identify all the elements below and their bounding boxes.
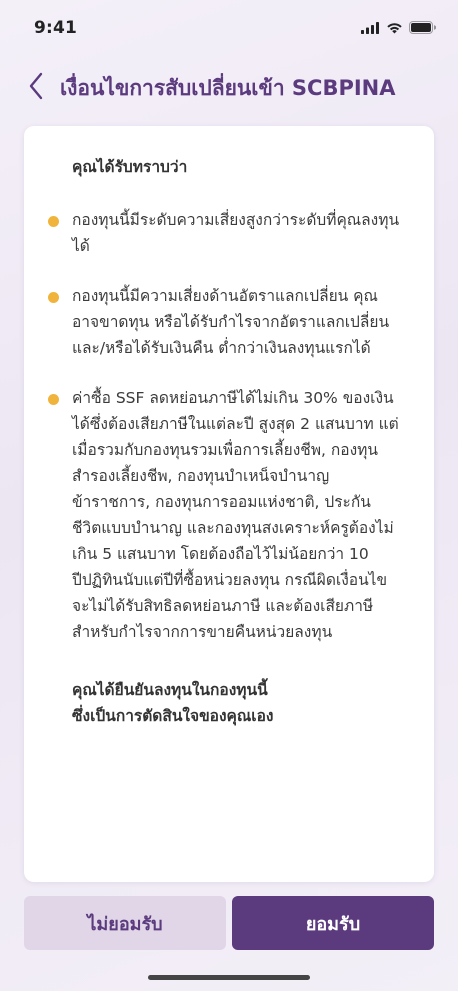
cellular-signal-icon (361, 19, 380, 38)
bullet-text: กองทุนนี้มีความเสี่ยงด้านอัตราแลกเปลี่ยน คุณอาจขาดทุน หรือได้รับกำไรจากอัตราแลกเปลี่ยน และ/หรือได้รับเงินคืน ต่ำกว่าเงินลงทุนแรกได้ (72, 287, 390, 357)
confirmation-text (72, 677, 400, 729)
confirmation-line: คุณได้ยืนยันลงทุนในกองทุนนี้ (72, 681, 268, 699)
intro-text: คุณได้รับทราบว่า (72, 158, 188, 176)
wifi-icon (386, 19, 403, 38)
chevron-left-icon (28, 72, 44, 104)
header (0, 60, 458, 116)
status-icons (361, 19, 436, 38)
bullet-dot (48, 292, 59, 303)
bullet-text: ค่าซื้อ SSF ลดหย่อนภาษีได้ไม่เกิน 30% ของเงินได้ซึ่งต้องเสียภาษีในแต่ละปี สูงสุด 2 แสนบาท แต่เมื่อรวมกับกองทุนรวมเพื่อการเลี้ยงชีพ, กองทุนสำรองเลี้ยงชีพ, กองทุนบำเหน็จบำนาญข้าราชการ, กองทุนการออมแห่งชาติ, ประกันชีวิตแบบบำนาญ และกองทุนสงเคราะห์ครูต้องไม่เกิน 5 แสนบาท โดยต้องถือไว้ไม่น้อยกว่า 10 ปีปฏิทินนับแต่ปีที่ซื้อหน่วยลงทุน กรณีผิดเงื่อนไข จะไม่ได้รับสิทธิลดหย่อนภาษี และต้องเสียภาษีสำหรับกำไรจากการขายคืนหน่วยลงทุน (72, 389, 399, 641)
home-indicator (148, 975, 310, 980)
confirmation-line: ซึ่งเป็นการตัดสินใจของคุณเอง (72, 707, 274, 725)
terms-card (24, 126, 434, 882)
status-bar (0, 0, 458, 56)
bullet-item (72, 283, 400, 361)
accept-button[interactable]: ยอมรับ (232, 896, 434, 950)
bullet-dot (48, 394, 59, 405)
bullet-text: กองทุนนี้มีระดับความเสี่ยงสูงกว่าระดับที่คุณลงทุนได้ (72, 211, 400, 255)
action-buttons (24, 896, 434, 950)
bullet-item (72, 385, 400, 645)
status-time: 9:41 (34, 18, 78, 38)
page-title: เงื่อนไขการสับเปลี่ยนเข้า SCBPINA (60, 75, 396, 100)
decline-button[interactable]: ไม่ยอมรับ (24, 896, 226, 950)
battery-icon (409, 19, 436, 38)
bullet-item (72, 207, 400, 259)
back-button[interactable] (16, 66, 56, 110)
bullet-dot (48, 216, 59, 227)
